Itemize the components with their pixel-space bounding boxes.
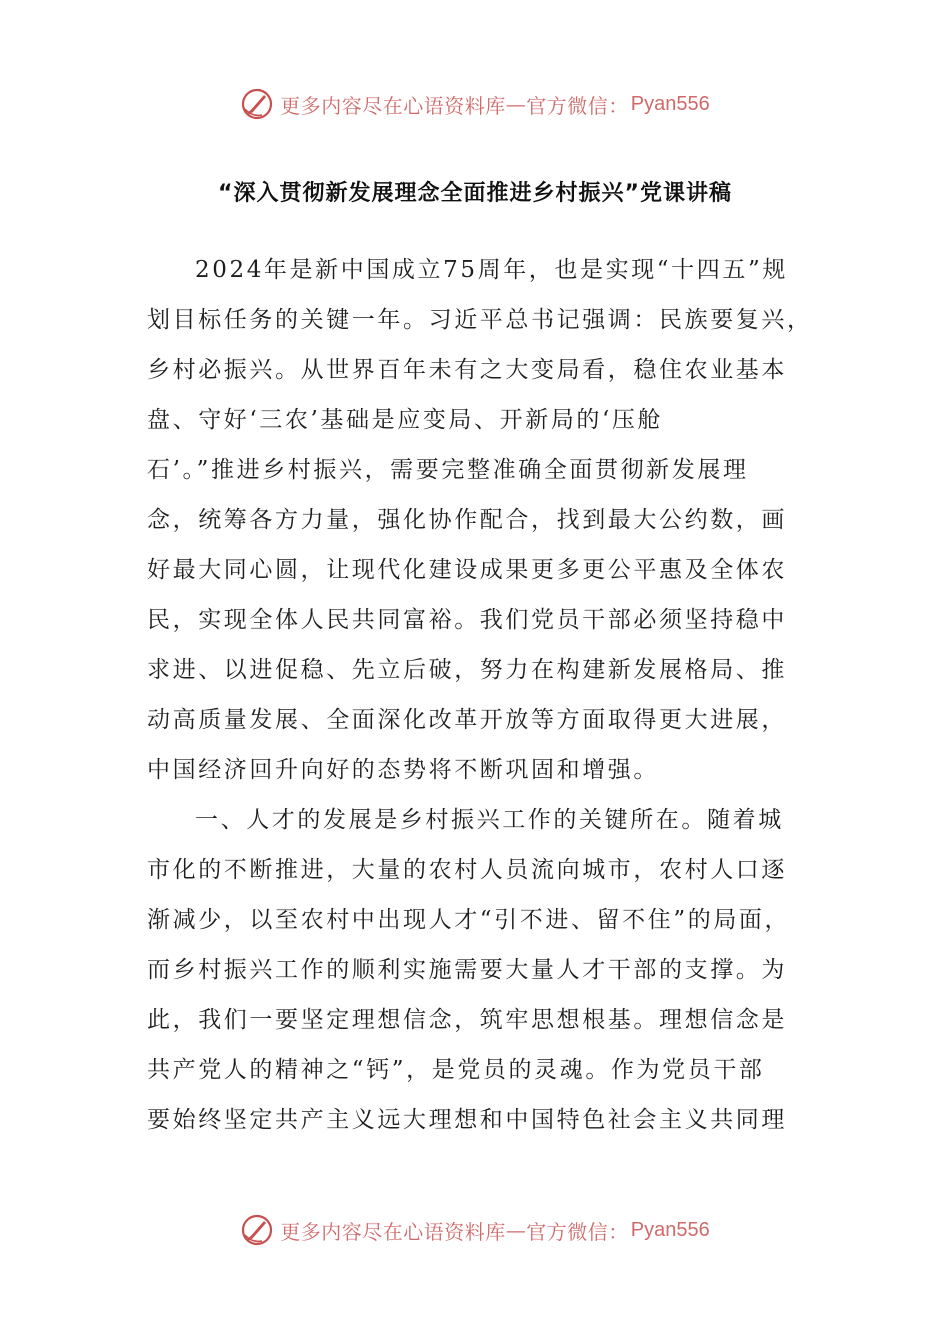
body-line: 渐减少，以至农村中出现人才“引不进、留不住”的局面， [147,907,791,933]
body-line: 盘、守好‘三农’基础是应变局、开新局的‘压舱 [147,407,664,433]
body-line: 2024年是新中国成立75周年，也是实现“十四五”规 [195,257,788,283]
body-line: 一、人才的发展是乡村振兴工作的关键所在。随着城 [195,807,784,833]
watermark-suffix: 官方微信： [526,1219,629,1244]
watermark-wechat-id: Pyan556 [630,92,710,115]
body-line: 共产党人的精神之“钙”，是党员的灵魂。作为党员干部 [147,1057,765,1083]
body-line: 中国经济回升向好的态势将不断巩固和增强。 [147,757,659,783]
document-body [147,250,813,1150]
body-line: 而乡村振兴工作的顺利实施需要大量人才干部的支撑。为 [147,957,787,983]
body-line: 乡村必振兴。从世界百年未有之大变局看，稳住农业基本 [147,357,787,383]
watermark-text: 更多内容尽在心语资料库 [280,93,506,118]
header-watermark [0,84,950,124]
body-line: 要始终坚定共产主义远大理想和中国特色社会主义共同理 [147,1107,787,1133]
watermark-text: 更多内容尽在心语资料库 [280,1219,506,1244]
body-line: 民，实现全体人民共同富裕。我们党员干部必须坚持稳中 [147,607,787,633]
body-line: 市化的不断推进，大量的农村人员流向城市，农村人口逐 [147,857,787,883]
body-line: 划目标任务的关键一年。习近平总书记强调：民族要复兴， [147,307,813,333]
watermark-dash: — [505,1218,527,1242]
body-line: 石’。”推进乡村振兴，需要完整准确全面贯彻新发展理 [147,457,749,483]
quill-pen-logo-icon [240,87,274,121]
body-line: 求进、以进促稳、先立后破，努力在构建新发展格局、推 [147,657,787,683]
body-line: 好最大同心圆，让现代化建设成果更多更公平惠及全体农 [147,557,787,583]
body-line: 动高质量发展、全面深化改革开放等方面取得更大进展， [147,707,787,733]
quill-pen-logo-icon [240,1213,274,1247]
footer-watermark [0,1210,950,1250]
watermark-dash: — [505,92,527,116]
watermark-wechat-id: Pyan556 [630,1218,710,1241]
watermark-suffix: 官方微信： [526,93,629,118]
body-line: 念，统筹各方力量，强化协作配合，找到最大公约数，画 [147,507,787,533]
document-title: “深入贯彻新发展理念全面推进乡村振兴”党课讲稿 [218,181,732,206]
body-line: 此，我们一要坚定理想信念，筑牢思想根基。理想信念是 [147,1007,787,1033]
